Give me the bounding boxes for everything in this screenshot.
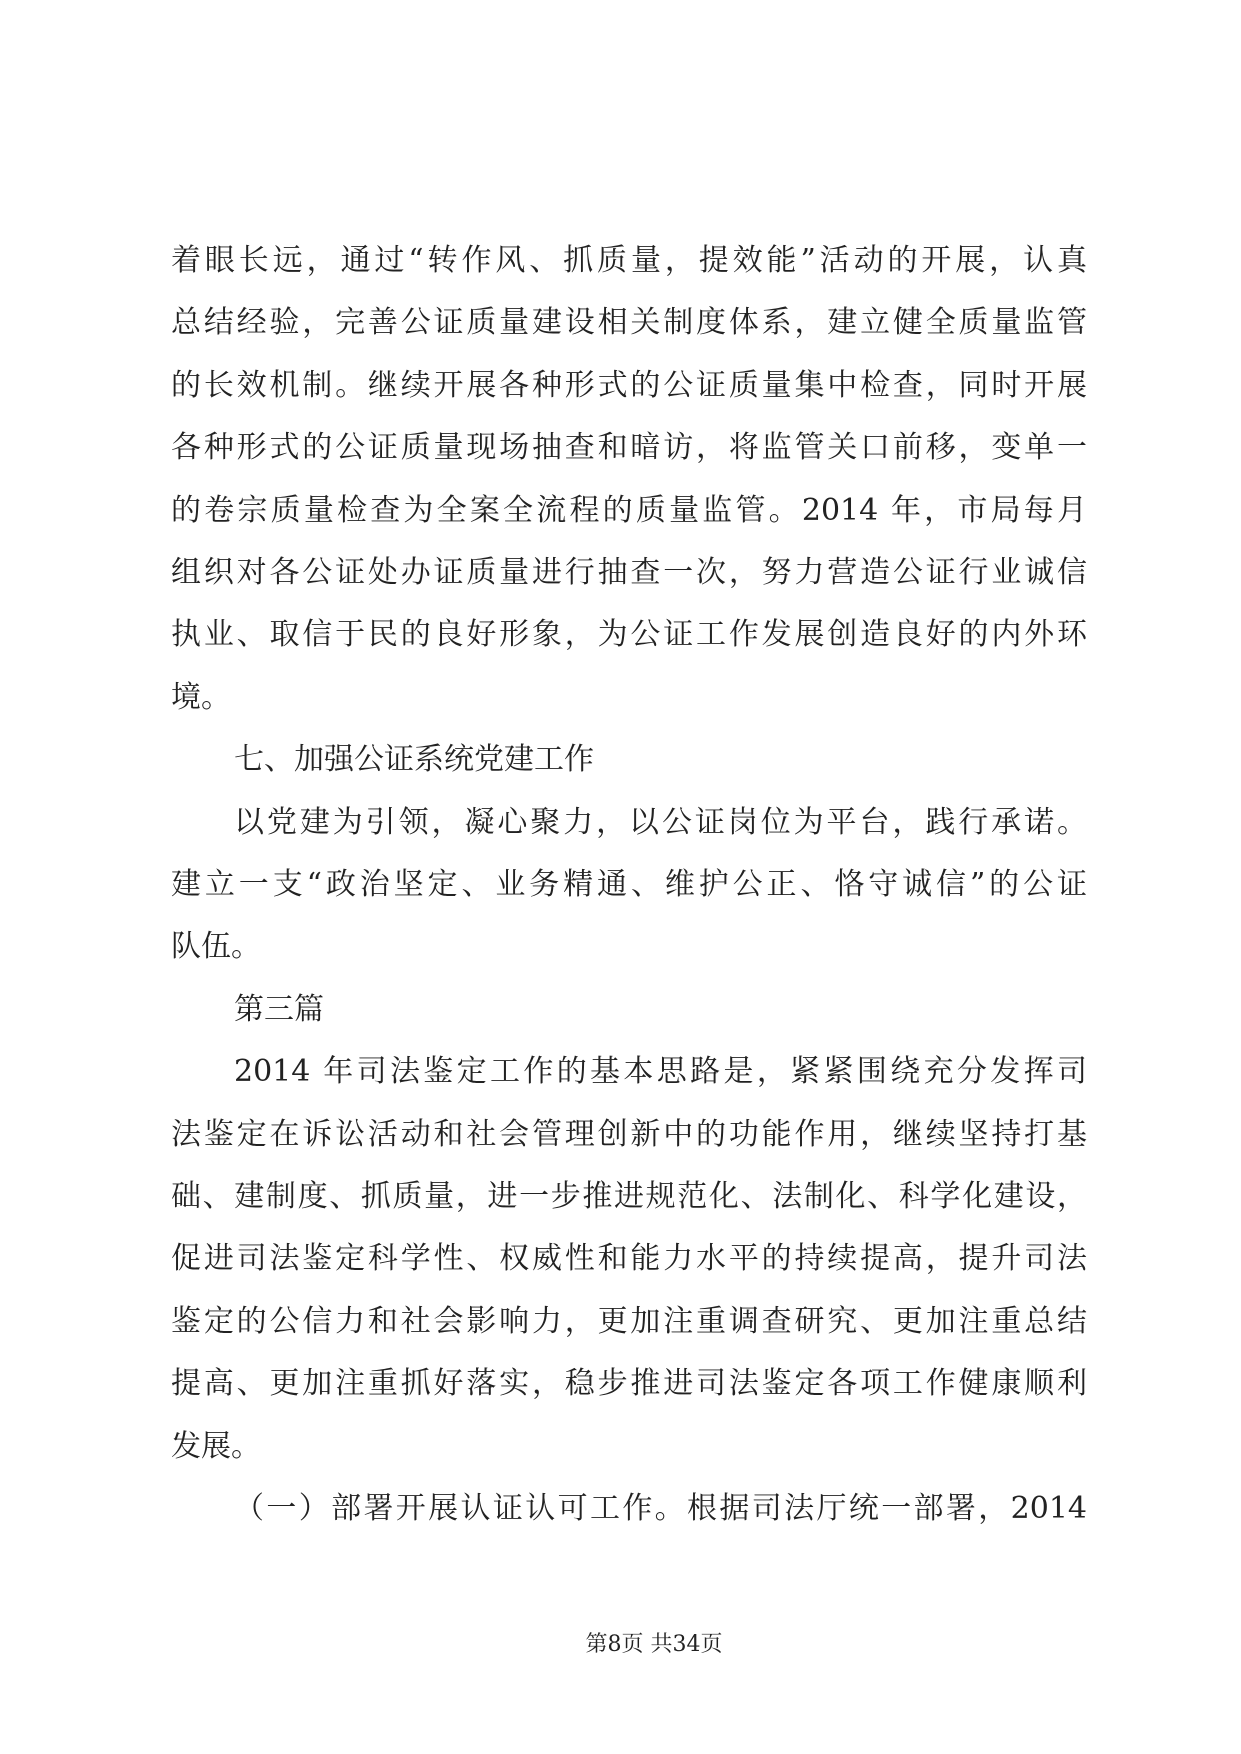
body-line: 执业、取信于民的良好形象，为公证工作发展创造良好的内外环 [171, 617, 1087, 652]
body-line: 各种形式的公证质量现场抽查和暗访，将监管关口前移，变单一 [171, 430, 1087, 465]
body-line: 促进司法鉴定科学性、权威性和能力水平的持续提高，提升司法 [171, 1241, 1087, 1276]
section-heading: 第三篇 [234, 992, 324, 1027]
body-line: 的卷宗质量检查为全案全流程的质量监管。2014 年，市局每月 [171, 493, 1087, 528]
page-number-footer: 第8页 共34页 [585, 1632, 723, 1657]
body-line: 队伍。 [171, 929, 261, 964]
body-line: 2014 年司法鉴定工作的基本思路是，紧紧围绕充分发挥司 [234, 1054, 1087, 1089]
body-line: 鉴定的公信力和社会影响力，更加注重调查研究、更加注重总结 [171, 1304, 1087, 1339]
body-line: 法鉴定在诉讼活动和社会管理创新中的功能作用，继续坚持打基 [171, 1117, 1087, 1152]
body-line: 境。 [171, 680, 231, 715]
body-line: 总结经验，完善公证质量建设相关制度体系，建立健全质量监管 [171, 305, 1087, 340]
body-line: 提高、更加注重抓好落实，稳步推进司法鉴定各项工作健康顺利 [171, 1366, 1087, 1401]
body-line: 以党建为引领，凝心聚力，以公证岗位为平台，践行承诺。 [234, 805, 1087, 840]
body-line: （一）部署开展认证认可工作。根据司法厅统一部署，2014 [234, 1491, 1087, 1526]
section-heading: 七、加强公证系统党建工作 [234, 742, 594, 777]
body-line: 组织对各公证处办证质量进行抽查一次，努力营造公证行业诚信 [171, 555, 1087, 590]
body-line: 础、建制度、抓质量，进一步推进规范化、法制化、科学化建设， [171, 1179, 1087, 1214]
body-line: 建立一支“政治坚定、业务精通、维护公正、恪守诚信”的公证 [171, 867, 1087, 902]
body-line: 发展。 [171, 1429, 261, 1464]
body-line: 着眼长远，通过“转作风、抓质量，提效能”活动的开展，认真 [171, 243, 1087, 278]
body-line: 的长效机制。继续开展各种形式的公证质量集中检查，同时开展 [171, 368, 1087, 403]
